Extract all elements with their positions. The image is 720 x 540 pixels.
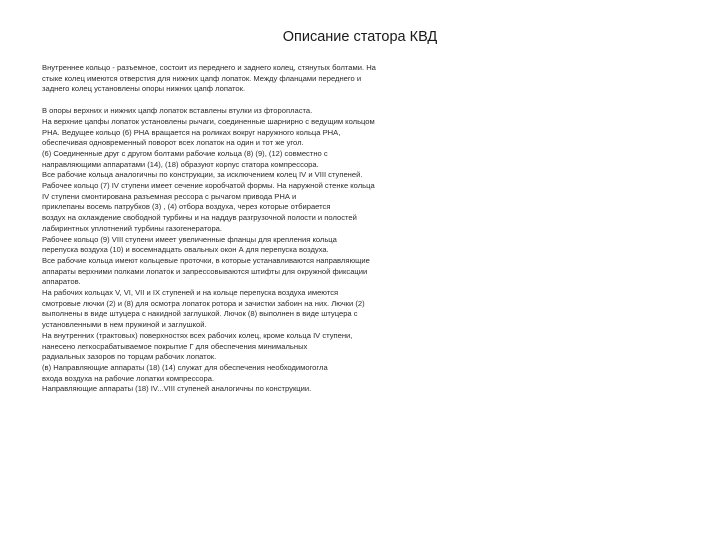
text-line: Внутреннее кольцо - разъемное, состоит из переднего и заднего колец, стянутых болтами. На	[42, 63, 376, 72]
text-line: нанесено легкосрабатываемое покрытие Г для обеспечения минимальных	[42, 341, 308, 351]
text-line: обеспечивая одновременный поворот всех лопаток на один и тот же угол.	[42, 138, 304, 148]
text-line: заднего колец установлены опоры нижних цапф лопаток.	[42, 84, 246, 94]
paragraph-1	[42, 63, 452, 95]
text-line: РНА. Ведущее кольцо (6) РНА вращается на роликах вокруг наружного кольца РНА,	[42, 127, 341, 137]
text-line: смотровые лючки (2) и (8) для осмотра лопаток ротора и зачистки забоин на них. Лючки (2)	[42, 298, 365, 308]
text-line: Все рабочие кольца имеют кольцевые проточки, в которые устанавливаются направляющие	[42, 255, 370, 265]
text-line: установленными в нем пружиной и заглушкой.	[42, 320, 207, 330]
text-line: лабиринтных уплотнений турбины газогенератора.	[42, 223, 223, 233]
text-line: На внутренних (трактовых) поверхностях всех рабочих колец, кроме кольца IV ступени,	[42, 330, 353, 340]
text-line: На рабочих кольцах V, VI, VII и IX ступеней и на кольце перепуска воздуха имеются	[42, 288, 339, 298]
text-line: аппараты верхними полками лопаток и запрессовываются штифты для окружной фиксации	[42, 266, 368, 276]
text-line: (6) Соединенные друг с другом болтами рабочие кольца (8) (9), (12) совместно с	[42, 148, 328, 158]
paragraph-2	[42, 106, 452, 395]
text-line: На верхние цапфы лопаток установлены рычаги, соединенные шарнирно с ведущим кольцом	[42, 116, 375, 126]
slide-body	[42, 63, 452, 395]
text-line: стыке колец имеются отверстия для нижних цапф лопаток. Между фланцами переднего и	[42, 73, 362, 83]
text-line: воздух на охлаждение свободной турбины и на наддув разгрузочной полости и полостей	[42, 213, 357, 223]
text-line: Рабочее кольцо (7) IV ступени имеет сечение коробчатой формы. На наружной стенке кольца	[42, 181, 375, 191]
text-line: направляющими аппаратами (14), (18) образуют корпус статора компрессора.	[42, 159, 319, 169]
text-line: выполнены в виде штуцера с накидной заглушкой. Лючок (8) выполнен в виде штуцера с	[42, 309, 358, 319]
slide-title: Описание статора КВД	[282, 29, 438, 45]
text-line: В опоры верхних и нижних цапф лопаток вставлены втулки из фторопласта.	[42, 106, 313, 116]
text-line: (в) Направляющие аппараты (18) (14) служат для обеспечения необходимогогла	[42, 362, 328, 372]
text-line: Рабочее кольцо (9) VIII ступени имеет увеличенные фланцы для крепления кольца	[42, 234, 337, 244]
text-line: IV ступени смонтирована разъемная рессора с рычагом привода РНА и	[42, 191, 297, 201]
text-line: аппаратов.	[42, 277, 81, 287]
text-line: входа воздуха на рабочие лопатки компрессора.	[42, 373, 215, 383]
text-line: Направляющие аппараты (18) IV...VIII ступеней аналогичны по конструкции.	[42, 384, 312, 394]
text-line: приклепаны восемь патрубков (3) , (4) отбора воздуха, через которые отбирается	[42, 202, 331, 212]
text-line: перепуска воздуха (10) и восемнадцать овальных окон А для перепуска воздуха.	[42, 245, 329, 255]
text-line: радиальных зазоров по торцам рабочих лопаток.	[42, 352, 217, 362]
text-line: Все рабочие кольца аналогичны по конструкции, за исключением колец IV и VIII ступеней.	[42, 170, 363, 180]
paragraph-gap	[42, 95, 452, 106]
